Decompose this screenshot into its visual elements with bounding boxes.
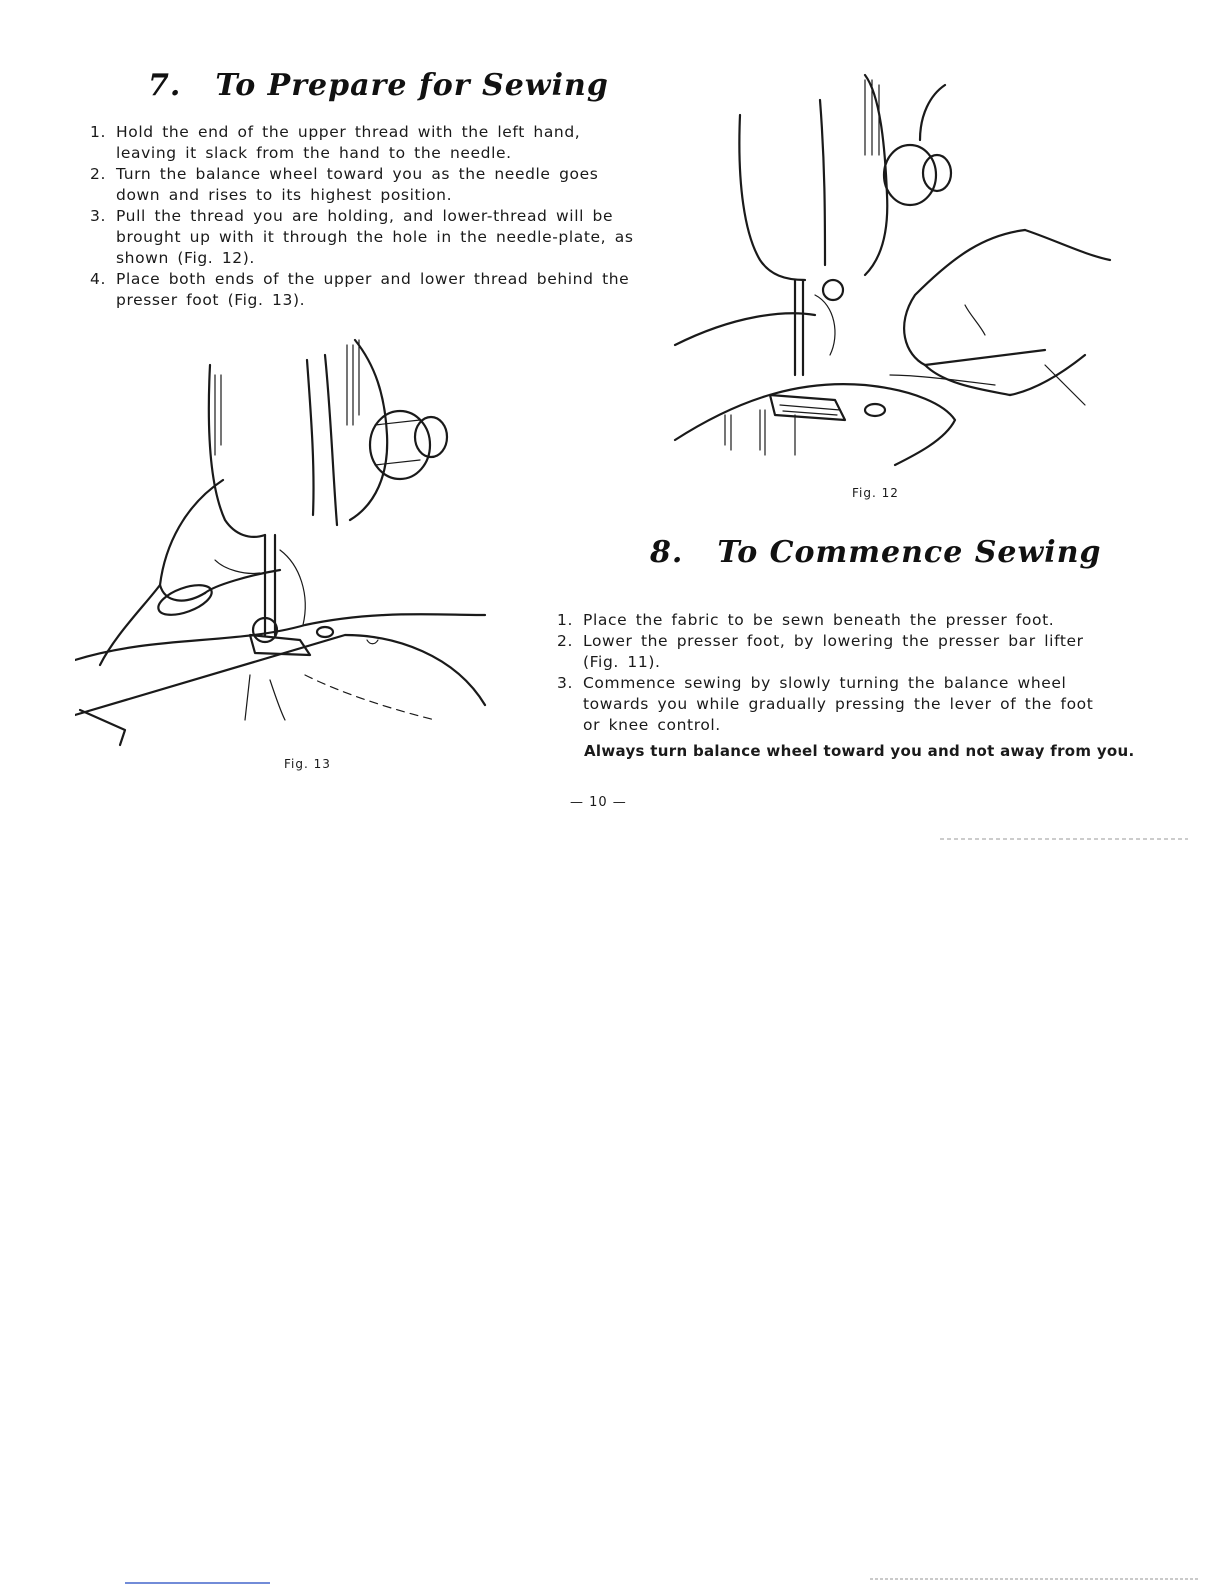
section-8-heading [650,535,1102,570]
step-number: 2. [557,632,573,650]
list-item [557,631,1102,673]
step-number: 4. [90,270,106,288]
list-item [90,269,635,311]
step-text: Turn the balance wheel toward you as the needle goes down and rises to its highest position. [116,165,599,204]
step-text: Commence sewing by slowly turning the balance wheel towards you while gradually pressing the lever of the foot or knee control. [583,674,1094,734]
page-number: — 10 — [570,795,627,810]
step-text: Hold the end of the upper thread with the left hand, leaving it slack from the hand to the needle. [116,123,581,162]
section-7-steps [90,122,635,311]
step-text: Pull the thread you are holding, and lower-thread will be brought up with it through the hole in the needle-plate, as shown (Fig. 12). [116,207,634,267]
step-number: 3. [557,674,573,692]
step-number: 1. [90,123,106,141]
fig-12-illustration [665,65,1115,475]
step-text: Place both ends of the upper and lower thread behind the presser foot (Fig. 13). [116,270,630,309]
fig-13-illustration [75,335,505,755]
section-7-number: 7. [148,68,182,103]
fig-12-caption: Fig. 12 [852,486,899,500]
section-7-heading [148,68,609,103]
step-number: 1. [557,611,573,629]
fig-13-caption: Fig. 13 [284,757,331,771]
section-7-title: To Prepare for Sewing [215,68,609,103]
list-item [90,206,635,269]
step-number: 3. [90,207,106,225]
scan-artifact-line [870,1576,1200,1582]
balance-wheel-note: Always turn balance wheel toward you and not away from you. [584,742,1135,760]
section-8-number: 8. [650,535,684,570]
list-item [90,122,635,164]
section-8-title: To Commence Sewing [717,535,1102,570]
step-number: 2. [90,165,106,183]
section-8-steps [557,610,1102,736]
step-text: Place the fabric to be sewn beneath the presser foot. [583,611,1055,629]
step-text: Lower the presser foot, by lowering the presser bar lifter (Fig. 11). [583,632,1084,671]
list-item [90,164,635,206]
scan-artifact-line [940,836,1190,842]
list-item [557,673,1102,736]
list-item [557,610,1102,631]
